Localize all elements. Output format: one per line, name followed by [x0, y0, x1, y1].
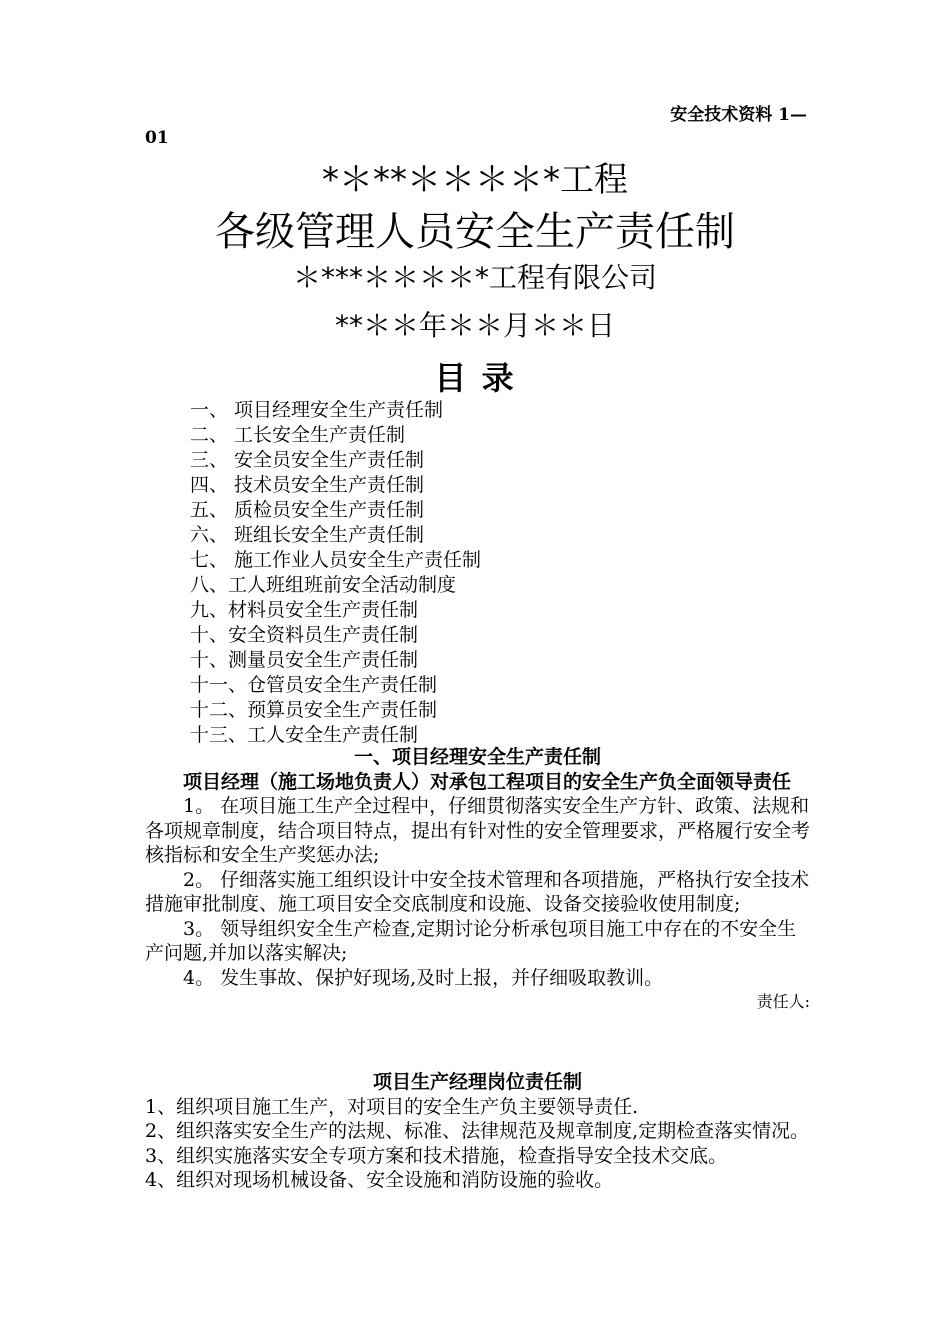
paragraph: 3。 领导组织安全生产检查,定期讨论分析承包项目施工中存在的不安全生产问题,并加以落实解决;	[145, 917, 797, 964]
project-name: *＊**＊＊＊＊*工程	[322, 160, 628, 200]
toc-item: 八、工人班组班前安全活动制度	[190, 574, 457, 596]
toc-item: 三、 安全员安全生产责任制	[190, 449, 425, 471]
paragraph: 1。 在项目施工生产全过程中，仔细贯彻落实安全生产方针、政策、法规和各项规章制度，结合项目特点，提出有针对性的安全管理要求，严格履行安全考核指标和安全生产奖惩办法;	[145, 795, 811, 866]
toc-item: 十、测量员安全生产责任制	[190, 649, 419, 671]
toc-item: 四、 技术员安全生产责任制	[190, 474, 425, 496]
section-heading: 项目生产经理岗位责任制	[372, 1071, 582, 1093]
document-title: 各级管理人员安全生产责任制	[215, 209, 735, 255]
company-name: ＊***＊＊＊＊*工程有限公司	[292, 261, 657, 294]
toc-item: 十一、仓管员安全生产责任制	[190, 674, 438, 696]
paragraph: 4、组织对现场机械设备、安全设施和消防设施的验收。	[145, 1169, 614, 1191]
paragraph: 3、组织实施落实安全专项方案和技术措施，检查指导安全技术交底。	[145, 1144, 728, 1167]
section-project-manager	[145, 745, 810, 1015]
toc-item: 七、 施工作业人员安全生产责任制	[190, 549, 482, 571]
toc-item: 九、材料员安全生产责任制	[190, 599, 419, 621]
toc-item: 二、 工长安全生产责任制	[190, 424, 406, 446]
paragraph: 2。 仔细落实施工组织设计中安全技术管理和各项措施，严格执行安全技术措施审批制度、施工项目安全交底制度和设施、设备交接验收使用制度;	[145, 868, 810, 915]
section-heading: 一、项目经理安全生产责任制	[353, 746, 601, 768]
table-of-contents	[190, 398, 481, 748]
paragraph: 4。 发生事故、保护好现场,及时上报，并仔细吸取教训。	[183, 966, 664, 989]
toc-item: 六、 班组长安全生产责任制	[190, 524, 425, 546]
toc-item: 十三、工人安全生产责任制	[190, 724, 419, 746]
doc-code-line2: 01	[145, 128, 169, 148]
section-intro: 项目经理（施工场地负责人）对承包工程项目的安全生产负全面领导责任	[183, 770, 792, 793]
toc-item: 五、 质检员安全生产责任制	[190, 499, 425, 521]
toc-item: 十、安全资料员生产责任制	[190, 624, 419, 646]
toc-item: 十二、预算员安全生产责任制	[190, 699, 438, 721]
doc-code-line1: 安全技术资料 1—	[670, 105, 807, 125]
document-date: **＊＊年＊＊月＊＊日	[334, 309, 615, 342]
toc-item: 一、 项目经理安全生产责任制	[190, 399, 444, 421]
paragraph: 1、组织项目施工生产，对项目的安全生产负主要领导责任.	[145, 1095, 639, 1118]
paragraph: 2、组织落实安全生产的法规、标准、法律规范及规章制度,定期检查落实情况。	[145, 1120, 810, 1142]
toc-heading: 目 录	[434, 359, 516, 397]
section-production-manager	[145, 1070, 810, 1193]
signature-label: 责任人:	[756, 992, 810, 1011]
